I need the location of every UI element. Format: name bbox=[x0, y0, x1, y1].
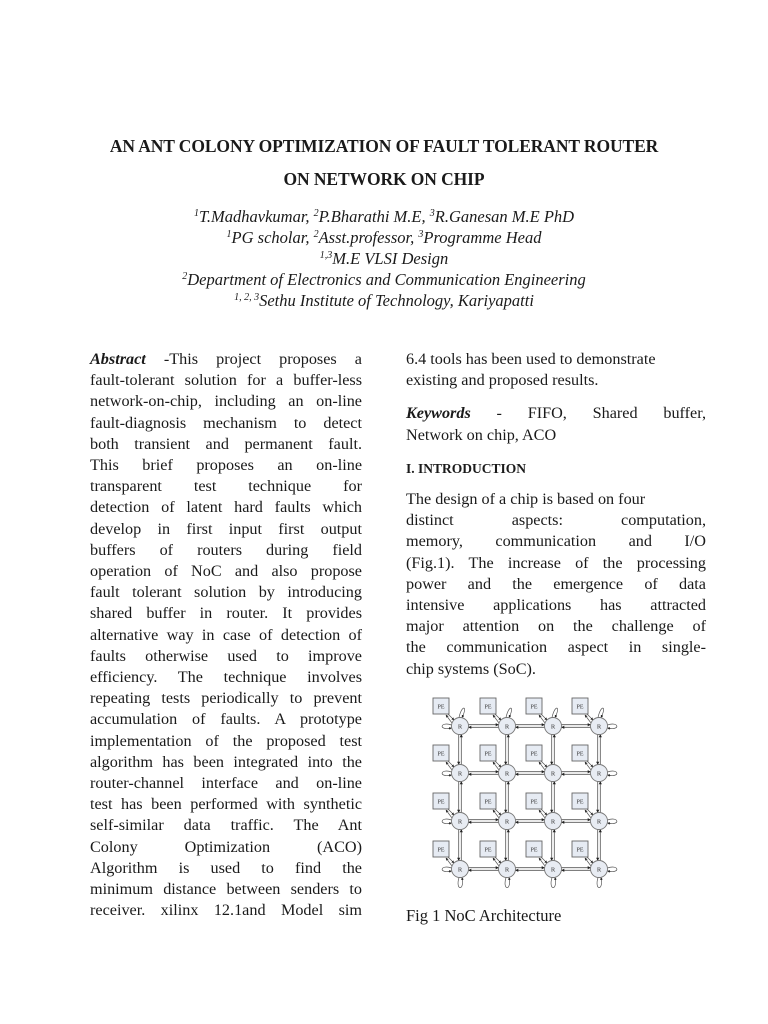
processing-element bbox=[480, 793, 496, 809]
svg-text:R: R bbox=[596, 723, 602, 731]
paper-title-line-2: ON NETWORK ON CHIP bbox=[283, 169, 485, 189]
intro-line: (Fig.1). The increase of the processing bbox=[406, 553, 706, 572]
intro-line: power and the emergence of data bbox=[406, 574, 706, 593]
edge-loop bbox=[458, 878, 463, 888]
abstract-line: Colony Optimization (ACO) bbox=[90, 837, 362, 856]
processing-element bbox=[526, 745, 542, 761]
svg-text:R: R bbox=[457, 770, 463, 778]
intro-line: the communication aspect in single- bbox=[406, 638, 706, 657]
router-node bbox=[545, 765, 562, 782]
intro-line: distinct aspects: computation, bbox=[406, 511, 706, 530]
svg-text:PE: PE bbox=[484, 751, 492, 758]
svg-text:PE: PE bbox=[437, 847, 445, 854]
router-node bbox=[452, 765, 469, 782]
department-line bbox=[0, 269, 768, 290]
abstract-continuation-line: 6.4 tools has been used to demonstrate bbox=[406, 350, 656, 368]
abstract-line: minimum distance between senders to bbox=[90, 880, 362, 899]
svg-text:PE: PE bbox=[530, 847, 538, 854]
router-node bbox=[499, 765, 516, 782]
abstract-line: repeating tests periodically to prevent bbox=[90, 689, 362, 708]
abstract-line: develop in first input first output bbox=[90, 519, 362, 538]
affil-sup: 1 bbox=[193, 208, 199, 219]
abstract-line: algorithm has been integrated into the bbox=[90, 752, 362, 771]
svg-text:R: R bbox=[504, 818, 510, 826]
affil-sup: 2 bbox=[313, 229, 319, 240]
svg-text:R: R bbox=[550, 818, 556, 826]
router-node bbox=[452, 861, 469, 878]
svg-text:PE: PE bbox=[530, 799, 538, 806]
intro-line: The design of a chip is based on four bbox=[406, 490, 646, 509]
right-column bbox=[406, 349, 706, 680]
institute-line bbox=[0, 290, 768, 311]
router-node bbox=[499, 861, 516, 878]
svg-text:R: R bbox=[550, 770, 556, 778]
edge-loop bbox=[442, 724, 451, 729]
svg-text:PE: PE bbox=[576, 704, 584, 711]
abstract-line: operation of NoC and also propose bbox=[90, 562, 362, 581]
router-node bbox=[545, 861, 562, 878]
svg-text:R: R bbox=[596, 866, 602, 874]
processing-element bbox=[433, 745, 449, 761]
intro-line: major attention on the challenge of bbox=[406, 617, 706, 636]
paper-title-line-1: AN ANT COLONY OPTIMIZATION OF FAULT TOLERANT ROUTER bbox=[109, 136, 659, 156]
abstract-line: self-similar data traffic. The Ant bbox=[90, 816, 362, 835]
edge-loop bbox=[442, 819, 451, 824]
abstract-line: fault-tolerant solution for a buffer-less bbox=[90, 371, 362, 390]
svg-text:R: R bbox=[457, 866, 463, 874]
processing-element bbox=[526, 698, 542, 714]
router-node bbox=[499, 718, 516, 735]
abstract-line: shared buffer in router. It provides bbox=[90, 604, 362, 623]
edge-loop bbox=[442, 771, 451, 776]
edge-loop bbox=[551, 878, 556, 888]
edge-loop bbox=[552, 708, 558, 717]
svg-text:PE: PE bbox=[484, 704, 492, 711]
abstract-label: Abstract bbox=[90, 350, 146, 368]
program-line bbox=[0, 248, 768, 269]
affil-sup: 1,3 bbox=[319, 250, 333, 261]
processing-element bbox=[526, 793, 542, 809]
abstract-line: implementation of the proposed test bbox=[90, 731, 362, 750]
processing-element bbox=[480, 841, 496, 857]
edge-loop bbox=[506, 708, 512, 717]
author-block bbox=[0, 206, 768, 311]
abstract-line: Algorithm is used to find the bbox=[90, 858, 362, 877]
svg-text:R: R bbox=[457, 723, 463, 731]
abstract-text: -This project proposes a bbox=[145, 350, 362, 368]
svg-text:R: R bbox=[596, 818, 602, 826]
abstract-continuation-line: existing and proposed results. bbox=[406, 371, 599, 390]
abstract-line: fault tolerant solution by introducing bbox=[90, 583, 362, 602]
abstract-line bbox=[90, 349, 362, 370]
abstract-line: network-on-chip, including an on-line bbox=[90, 392, 362, 411]
router-node bbox=[545, 813, 562, 830]
edge-loop bbox=[608, 724, 617, 729]
abstract-line: router-channel interface and on-line bbox=[90, 774, 362, 793]
edge-loop bbox=[505, 878, 510, 888]
svg-text:PE: PE bbox=[530, 704, 538, 711]
institute-text: Sethu Institute of Technology, Kariyapatti bbox=[259, 291, 534, 310]
svg-text:PE: PE bbox=[576, 847, 584, 854]
svg-text:R: R bbox=[504, 866, 510, 874]
intro-line: memory, communication and I/O bbox=[406, 532, 706, 551]
svg-text:PE: PE bbox=[530, 751, 538, 758]
keywords-line: Network on chip, ACO bbox=[406, 425, 557, 444]
abstract-line: alternative way in case of detection of bbox=[90, 625, 362, 644]
abstract-line: detection of latent hard faults which bbox=[90, 498, 362, 517]
processing-element bbox=[526, 841, 542, 857]
processing-element bbox=[480, 698, 496, 714]
svg-text:R: R bbox=[457, 818, 463, 826]
processing-element bbox=[572, 698, 588, 714]
svg-text:PE: PE bbox=[437, 704, 445, 711]
program-text: M.E VLSI Design bbox=[332, 249, 449, 268]
author-name: P.Bharathi M.E, bbox=[318, 207, 430, 226]
abstract-line: receiver. xilinx 12.1and Model sim bbox=[90, 901, 362, 920]
router-node bbox=[452, 718, 469, 735]
abstract-line: faults otherwise used to improve bbox=[90, 646, 362, 665]
abstract-line: test has been performed with synthetic bbox=[90, 795, 362, 814]
svg-text:PE: PE bbox=[437, 751, 445, 758]
svg-text:PE: PE bbox=[437, 799, 445, 806]
noc-architecture-figure bbox=[425, 692, 620, 897]
affil-sup: 3 bbox=[418, 229, 424, 240]
router-node bbox=[452, 813, 469, 830]
abstract-line: fault-diagnosis mechanism to detect bbox=[90, 413, 362, 432]
router-node bbox=[591, 765, 608, 782]
abstract-line: transparent test technique for bbox=[90, 477, 362, 496]
processing-element bbox=[480, 745, 496, 761]
svg-text:R: R bbox=[504, 770, 510, 778]
router-node bbox=[591, 861, 608, 878]
svg-text:PE: PE bbox=[576, 799, 584, 806]
noc-mesh-diagram bbox=[425, 692, 620, 897]
edge-loop bbox=[459, 708, 465, 717]
intro-line: chip systems (SoC). bbox=[406, 659, 536, 678]
processing-element bbox=[433, 793, 449, 809]
processing-element bbox=[572, 793, 588, 809]
svg-text:PE: PE bbox=[484, 799, 492, 806]
processing-element bbox=[433, 841, 449, 857]
figure-caption: Fig 1 NoC Architecture bbox=[406, 906, 562, 925]
abstract-column bbox=[90, 349, 362, 921]
author-role: Programme Head bbox=[423, 228, 542, 247]
abstract-line: buffers of routers during field bbox=[90, 540, 362, 559]
router-node bbox=[591, 813, 608, 830]
author-roles bbox=[0, 227, 768, 248]
author-role: Asst.professor, bbox=[318, 228, 419, 247]
edge-loop bbox=[598, 708, 604, 717]
department-text: Department of Electronics and Communication Engineering bbox=[187, 270, 586, 289]
processing-element bbox=[433, 698, 449, 714]
affil-sup: 1 bbox=[226, 229, 232, 240]
edge-loop bbox=[442, 867, 451, 872]
author-name: R.Ganesan M.E PhD bbox=[434, 207, 575, 226]
edge-loop bbox=[608, 771, 617, 776]
router-node bbox=[545, 718, 562, 735]
processing-element bbox=[572, 841, 588, 857]
keywords-line bbox=[406, 403, 706, 424]
svg-text:PE: PE bbox=[576, 751, 584, 758]
author-role: PG scholar, bbox=[231, 228, 314, 247]
affil-sup: 2 bbox=[182, 271, 188, 282]
router-node bbox=[591, 718, 608, 735]
svg-text:PE: PE bbox=[484, 847, 492, 854]
intro-line: intensive applications has attracted bbox=[406, 596, 706, 615]
abstract-line: both transient and permanent fault. bbox=[90, 434, 362, 453]
affil-sup: 3 bbox=[429, 208, 435, 219]
keywords-label: Keywords bbox=[406, 404, 471, 423]
affil-sup: 2 bbox=[313, 208, 319, 219]
processing-element bbox=[572, 745, 588, 761]
edge-loop bbox=[608, 819, 617, 824]
abstract-line: This brief proposes an on-line bbox=[90, 456, 362, 475]
svg-text:R: R bbox=[504, 723, 510, 731]
edge-loop bbox=[597, 878, 602, 888]
abstract-line: accumulation of faults. A prototype bbox=[90, 710, 362, 729]
keywords-text: - FIFO, Shared buffer, bbox=[470, 404, 706, 423]
svg-text:R: R bbox=[596, 770, 602, 778]
router-node bbox=[499, 813, 516, 830]
edge-loop bbox=[608, 867, 617, 872]
abstract-line: efficiency. The technique involves bbox=[90, 668, 362, 687]
author-names bbox=[0, 206, 768, 227]
section-heading-introduction: I. INTRODUCTION bbox=[406, 460, 527, 476]
author-name: T.Madhavkumar, bbox=[198, 207, 314, 226]
svg-text:R: R bbox=[550, 723, 556, 731]
svg-text:R: R bbox=[550, 866, 556, 874]
affil-sup: 1, 2, 3 bbox=[234, 292, 260, 303]
